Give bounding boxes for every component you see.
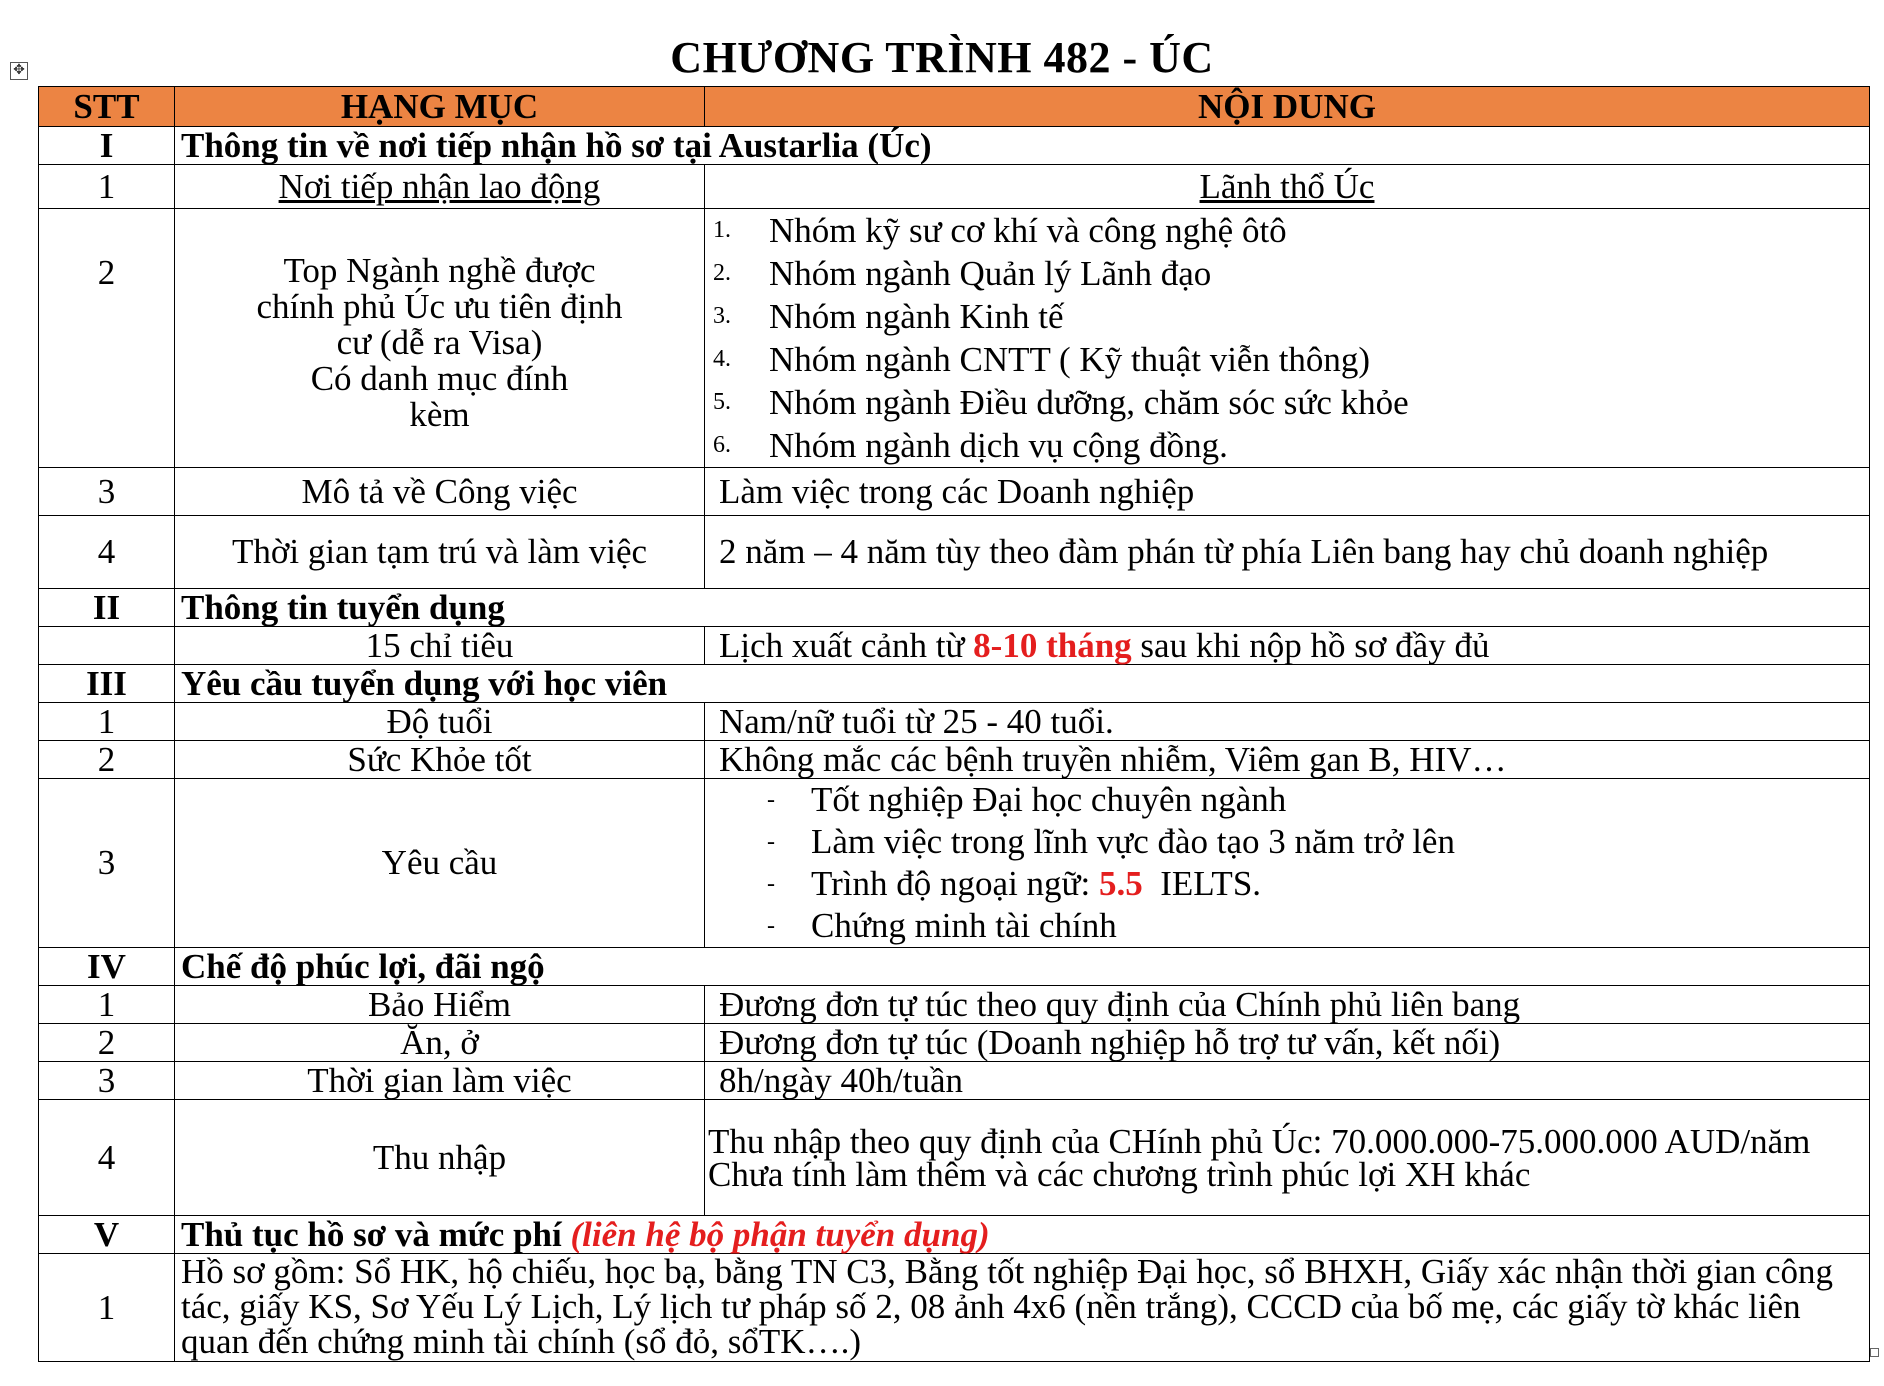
section-title-text: Thủ tục hồ sơ và mức phí	[181, 1214, 571, 1254]
section-note: (liên hệ bộ phận tuyển dụng)	[570, 1214, 990, 1254]
table-row	[39, 165, 1870, 209]
table-row	[39, 516, 1870, 589]
header-content: NỘI DUNG	[705, 87, 1870, 127]
list-item: - Làm việc trong lĩnh vực đào tạo 3 năm trở lên	[811, 821, 1863, 863]
section-number: IV	[39, 948, 175, 986]
table-row	[39, 741, 1870, 779]
row-number: 3	[39, 1062, 175, 1100]
table-row	[39, 1100, 1870, 1216]
table-row	[39, 1062, 1870, 1100]
category-line: kèm	[409, 395, 470, 434]
row-content: Làm việc trong các Doanh nghiệp	[705, 468, 1870, 516]
numbered-list	[711, 209, 1863, 467]
list-item: 2. Nhóm ngành Quản lý Lãnh đạo	[769, 252, 1863, 295]
category-line: Top Ngành nghề được	[283, 251, 596, 290]
list-item: 4. Nhóm ngành CNTT ( Kỹ thuật viễn thông)	[769, 338, 1863, 381]
item-text: Trình độ ngoại ngữ:	[811, 864, 1099, 903]
table-row	[39, 1024, 1870, 1062]
highlight-text: 5.5	[1098, 864, 1143, 903]
row-number	[39, 627, 175, 665]
program-table	[38, 86, 1870, 1362]
section-row	[39, 127, 1870, 165]
list-item: 3. Nhóm ngành Kinh tế	[769, 295, 1863, 338]
row-content	[705, 209, 1870, 468]
table-resize-handle[interactable]	[1870, 1348, 1879, 1357]
row-number: 4	[39, 1100, 175, 1216]
page-title: CHƯƠNG TRÌNH 482 - ÚC	[670, 33, 1214, 82]
header-category: HẠNG MỤC	[175, 87, 705, 127]
row-category: Thời gian tạm trú và làm việc	[175, 516, 705, 589]
row-category: Mô tả về Công việc	[175, 468, 705, 516]
content-line: Thu nhập theo quy định của CHính phủ Úc: 70.000.000-75.000.000 AUD/năm	[708, 1121, 1811, 1161]
row-content: 8h/ngày 40h/tuần	[705, 1062, 1870, 1100]
table-row	[39, 986, 1870, 1024]
list-item: - Chứng minh tài chính	[811, 905, 1863, 947]
table-row	[39, 468, 1870, 516]
list-item: - Tốt nghiệp Đại học chuyên ngành	[811, 779, 1863, 821]
header-stt: STT	[39, 87, 175, 127]
section-title: Thông tin tuyển dụng	[175, 589, 1870, 627]
section-row	[39, 948, 1870, 986]
row-content	[705, 165, 1870, 209]
item-text: IELTS.	[1142, 864, 1262, 903]
row-number: 1	[39, 1254, 175, 1362]
row-content: Không mắc các bệnh truyền nhiễm, Viêm gan B, HIV…	[705, 741, 1870, 779]
row-number: 3	[39, 779, 175, 948]
row-number: 2	[39, 1024, 175, 1062]
section-title: Thông tin về nơi tiếp nhận hồ sơ tại Austarlia (Úc)	[175, 127, 1870, 165]
category-text: Nơi tiếp nhận lao động	[278, 166, 601, 206]
list-item: 1. Nhóm kỹ sư cơ khí và công nghệ ôtô	[769, 209, 1863, 252]
row-category: 15 chỉ tiêu	[175, 627, 705, 665]
row-content	[705, 779, 1870, 948]
table-header-row	[39, 87, 1870, 127]
row-content: Đương đơn tự túc theo quy định của Chính phủ liên bang	[705, 986, 1870, 1024]
category-line: cư (dễ ra Visa)	[336, 323, 543, 362]
row-content: 2 năm – 4 năm tùy theo đàm phán từ phía Liên bang hay chủ doanh nghiệp	[705, 516, 1870, 589]
row-category	[175, 165, 705, 209]
content-text: Lịch xuất cảnh từ	[719, 625, 974, 665]
row-content	[705, 627, 1870, 665]
category-line: chính phủ Úc ưu tiên định	[256, 287, 623, 326]
row-content: Hồ sơ gồm: Sổ HK, hộ chiếu, học bạ, bằng TN C3, Bằng tốt nghiệp Đại học, sổ BHXH, Giấy xác nhận thời gian công tác, giấy KS, Sơ Yếu Lý Lịch, Lý lịch tư pháp số 2, 08 ảnh 4x6 (nền trắng), CCCD của bố mẹ, các giấy tờ khác liên quan đến chứng minh tài chính (sổ đỏ, sổTK….)	[175, 1254, 1870, 1362]
highlight-text: 8-10 tháng	[973, 625, 1132, 665]
row-content: Nam/nữ tuổi từ 25 - 40 tuổi.	[705, 703, 1870, 741]
section-number: III	[39, 665, 175, 703]
table-row	[39, 703, 1870, 741]
bullet-list	[711, 779, 1863, 947]
table-move-handle-icon[interactable]: ✥	[10, 62, 28, 80]
row-number: 2	[39, 741, 175, 779]
section-row	[39, 665, 1870, 703]
category-line: Có danh mục đính	[310, 359, 569, 398]
row-category: Yêu cầu	[175, 779, 705, 948]
row-category: Thu nhập	[175, 1100, 705, 1216]
section-row	[39, 589, 1870, 627]
row-content: Đương đơn tự túc (Doanh nghiệp hỗ trợ tư vấn, kết nối)	[705, 1024, 1870, 1062]
table-row	[39, 1254, 1870, 1362]
table-row	[39, 779, 1870, 948]
content-text: sau khi nộp hồ sơ đầy đủ	[1131, 625, 1490, 665]
section-title: Chế độ phúc lợi, đãi ngộ	[175, 948, 1870, 986]
row-category: Bảo Hiểm	[175, 986, 705, 1024]
row-number: 3	[39, 468, 175, 516]
section-number: II	[39, 589, 175, 627]
section-row	[39, 1216, 1870, 1254]
list-item	[811, 863, 1863, 905]
row-content	[705, 1100, 1870, 1216]
section-number: V	[39, 1216, 175, 1254]
content-line: Chưa tính làm thêm và các chương trình phúc lợi XH khác	[708, 1154, 1531, 1194]
row-category: Độ tuổi	[175, 703, 705, 741]
row-category: Sức Khỏe tốt	[175, 741, 705, 779]
row-number: 1	[39, 703, 175, 741]
list-item: 6. Nhóm ngành dịch vụ cộng đồng.	[769, 424, 1863, 467]
table-row	[39, 209, 1870, 468]
section-title	[175, 1216, 1870, 1254]
content-text: Lãnh thổ Úc	[1199, 166, 1375, 206]
section-number: I	[39, 127, 175, 165]
row-category	[175, 209, 705, 468]
row-category: Ăn, ở	[175, 1024, 705, 1062]
table-row	[39, 627, 1870, 665]
list-item: 5. Nhóm ngành Điều dưỡng, chăm sóc sức khỏe	[769, 381, 1863, 424]
section-title: Yêu cầu tuyển dụng với học viên	[175, 665, 1870, 703]
row-number: 2	[39, 209, 175, 468]
row-category: Thời gian làm việc	[175, 1062, 705, 1100]
row-number: 1	[39, 165, 175, 209]
row-number: 4	[39, 516, 175, 589]
row-number: 1	[39, 986, 175, 1024]
